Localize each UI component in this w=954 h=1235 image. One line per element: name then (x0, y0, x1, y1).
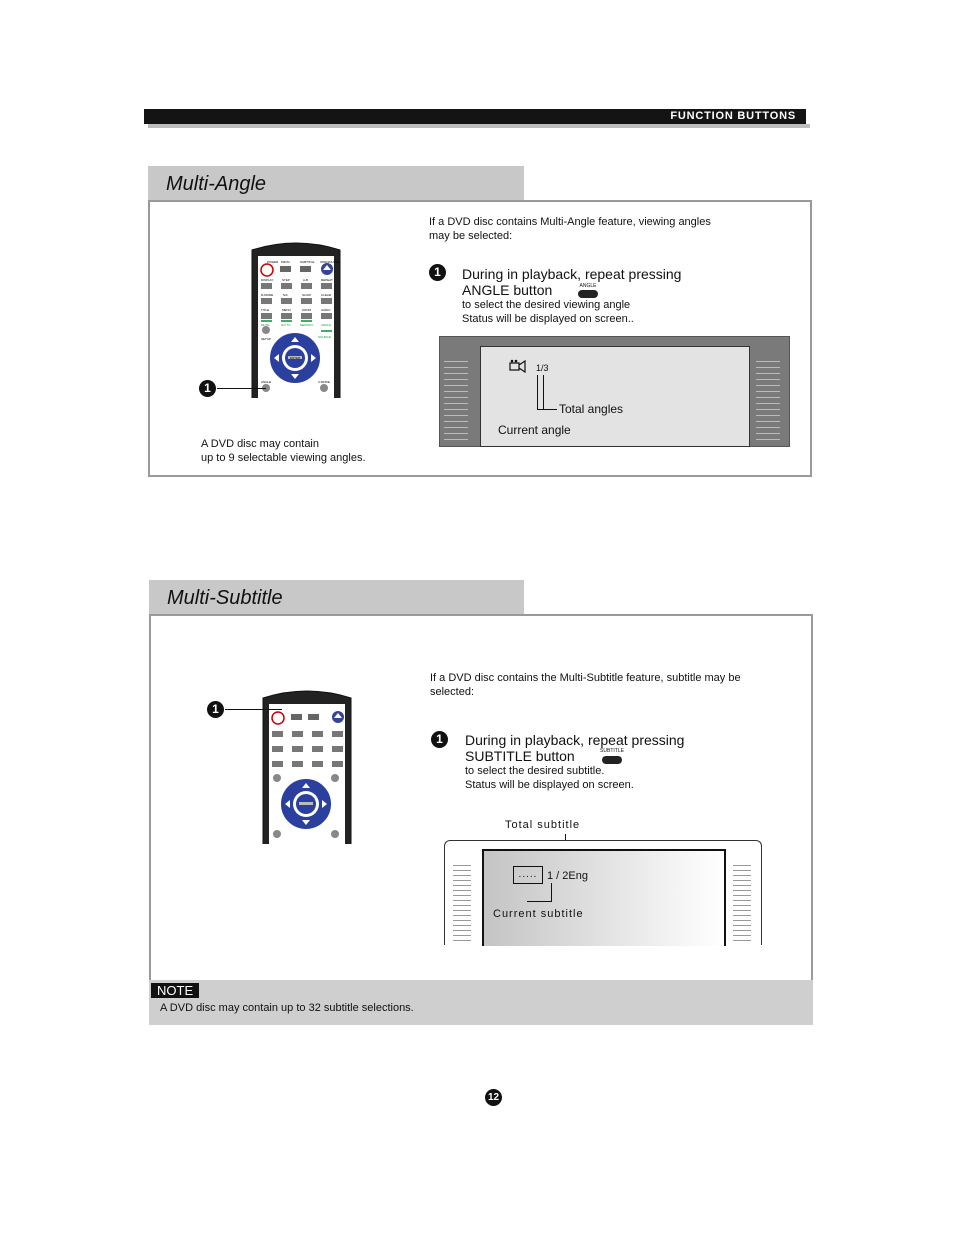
angle-step-text: During in playback, repeat pressing ANGLE button (462, 266, 682, 298)
angle-screen-display (480, 346, 750, 447)
remote-key-prog: PROG (281, 260, 290, 264)
current-subtitle-leader (527, 883, 552, 902)
note-band (149, 980, 813, 1025)
remote-key-zoom: ZOOM (302, 308, 311, 312)
subtitle-intro: If a DVD disc contains the Multi-Subtitle feature, subtitle may be selected: (430, 672, 741, 698)
current-subtitle-label: Current subtitle (493, 908, 584, 920)
subtitle-step-number: 1 (431, 731, 448, 748)
callout-1-subtitle-line (225, 709, 282, 710)
subtitle-button-label: SUBTITLE (600, 748, 624, 754)
remote-key-goto: GO TO (281, 323, 291, 327)
multi-subtitle-title: Multi-Subtitle (167, 587, 283, 609)
angle-detail: to select the desired viewing angle Status will be displayed on screen.. (462, 299, 634, 325)
angle-screen-value: 1/3 (536, 363, 549, 373)
subtitle-detail: to select the desired subtitle. Status will be displayed on screen. (465, 765, 634, 791)
remote-key-ab: A-B (303, 278, 309, 282)
angle-intro: If a DVD disc contains Multi-Angle feature, viewing angles may be selected: (429, 216, 711, 242)
remote-key-open-close: OPEN/CLOSE (320, 260, 340, 264)
remote-key-audio: AUDIO (321, 308, 331, 312)
callout-1-angle: 1 (199, 380, 216, 397)
callout-1-line (217, 388, 266, 389)
remote-key-angle-green: ANGLE (321, 323, 332, 327)
remote-key-enter: ENTER (290, 356, 301, 360)
remote-key-vmode: V-MODE (318, 380, 330, 384)
header-title: FUNCTION BUTTONS (670, 110, 796, 122)
remote-key-nf: N/F (283, 293, 288, 297)
right-speaker-grill-2 (733, 865, 751, 945)
subtitle-screen-box: ..... (513, 866, 543, 884)
remote-key-repeat: REPEAT (321, 278, 333, 282)
left-speaker-grill (444, 361, 468, 443)
angle-caption: A DVD disc may contain up to 9 selectable viewing angles. (201, 438, 366, 464)
angle-step-number: 1 (429, 264, 446, 281)
angle-button-label: ANGLE (579, 283, 597, 289)
remote-key-menu: MENU (282, 308, 291, 312)
remote-key-title: TITLE (261, 308, 270, 312)
angle-tv-screen (439, 336, 790, 447)
remote-key-memory: MEMORY (300, 323, 314, 327)
subtitle-screen-value: 1 / 2Eng (547, 870, 588, 882)
remote-key-display: DISPLAY (261, 278, 274, 282)
note-label: NOTE (151, 983, 199, 998)
subtitle-tv-screen (444, 840, 762, 945)
subtitle-button-icon (602, 756, 622, 764)
callout-1-subtitle: 1 (207, 701, 224, 718)
total-angles-label: Total angles (559, 402, 624, 416)
total-leader-line2 (543, 375, 544, 409)
remote-key-source: SOURCE (318, 335, 331, 339)
remote-key-slow: SLOW (302, 293, 311, 297)
remote-control-illustration-angle (248, 238, 344, 398)
subtitle-screen-display (482, 849, 726, 946)
remote-key-subtitle: SUBTITLE (300, 260, 315, 264)
header-shadow (148, 124, 810, 128)
subtitle-step-text: During in playback, repeat pressing SUBTITLE button (465, 732, 685, 764)
multi-angle-title: Multi-Angle (166, 173, 267, 195)
remote-key-setup: SETUP (261, 337, 272, 341)
note-text: A DVD disc may contain up to 32 subtitle selections. (160, 1002, 414, 1014)
remote-key-power: POWER (267, 260, 279, 264)
remote-key-clear: CLEAR (321, 293, 332, 297)
left-speaker-grill-2 (453, 865, 471, 945)
remote-key-mute: MUTE (261, 323, 270, 327)
remote-key-angle: ANGLE (261, 380, 272, 384)
remote-key-step: STEP (282, 278, 290, 282)
total-subtitle-label: Total subtitle (505, 819, 581, 831)
multi-subtitle-tab (149, 580, 524, 616)
multi-angle-tab (148, 166, 524, 202)
total-leader-line (537, 375, 538, 409)
total-leader-line-h (537, 409, 557, 410)
remote-key-r-mode: R-MODE (261, 293, 274, 297)
header-bar (144, 109, 806, 124)
page-number: 12 (485, 1089, 502, 1106)
angle-button-icon (578, 290, 598, 298)
camera-angle-icon (509, 359, 527, 373)
current-angle-label: Current angle (498, 423, 571, 437)
right-speaker-grill (756, 361, 780, 443)
